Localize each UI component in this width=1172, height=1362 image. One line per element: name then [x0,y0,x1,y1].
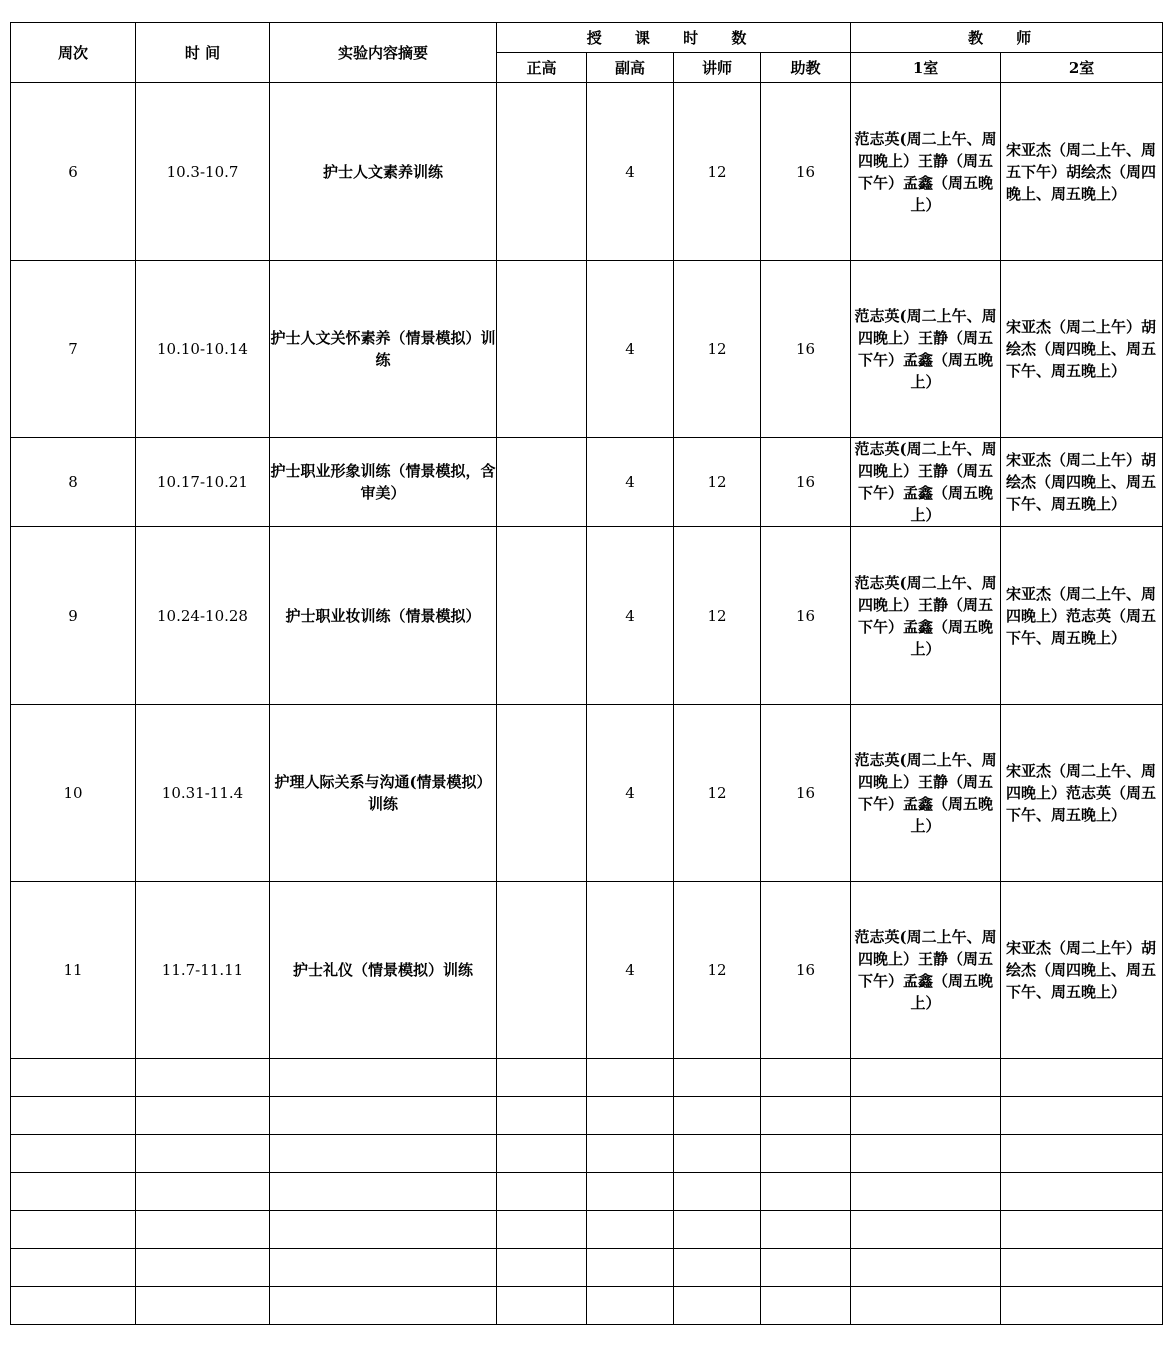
cell-week: 11 [11,882,136,1059]
cell-zhenggao [497,705,587,882]
cell-content: 护士职业妆训练（情景模拟） [270,527,497,705]
cell-fugao: 4 [587,83,674,261]
cell-zhujiao: 16 [761,261,851,438]
cell-time: 10.31-11.4 [136,705,270,882]
cell-zhenggao [497,882,587,1059]
cell-time: 10.10-10.14 [136,261,270,438]
cell-room2: 宋亚杰（周二上午）胡绘杰（周四晚上、周五下午、周五晚上） [1001,882,1163,1059]
header-row-1 [11,23,1163,53]
cell-time: 10.3-10.7 [136,83,270,261]
cell-zhenggao [497,527,587,705]
cell-fugao: 4 [587,438,674,527]
cell-fugao: 4 [587,705,674,882]
table-row [11,261,1163,438]
cell-fugao: 4 [587,882,674,1059]
header-room1: 1室 [851,53,1001,83]
cell-zhenggao [497,438,587,527]
cell-content: 护士礼仪（情景模拟）训练 [270,882,497,1059]
header-jiangshi: 讲师 [674,53,761,83]
cell-content: 护士职业形象训练（情景模拟，含审美） [270,438,497,527]
cell-time: 11.7-11.11 [136,882,270,1059]
cell-room2: 宋亚杰（周二上午）胡绘杰（周四晚上、周五下午、周五晚上） [1001,438,1163,527]
cell-room1: 范志英(周二上午、周四晚上）王静（周五下午）孟鑫（周五晚上） [851,527,1001,705]
header-room2: 2室 [1001,53,1163,83]
cell-room2: 宋亚杰（周二上午、周四晚上）范志英（周五下午、周五晚上） [1001,705,1163,882]
cell-jiangshi: 12 [674,261,761,438]
cell-jiangshi: 12 [674,438,761,527]
cell-room1: 范志英(周二上午、周四晚上）王静（周五下午）孟鑫（周五晚上） [851,438,1001,527]
header-time: 时 间 [136,23,270,83]
cell-zhenggao [497,261,587,438]
schedule-table [10,22,1163,1325]
table-row [11,83,1163,261]
cell-content: 护士人文素养训练 [270,83,497,261]
blank-row [11,1135,1163,1173]
blank-row [11,1173,1163,1211]
cell-room2: 宋亚杰（周二上午、周五下午）胡绘杰（周四晚上、周五晚上） [1001,83,1163,261]
cell-fugao: 4 [587,261,674,438]
header-zhujiao: 助教 [761,53,851,83]
cell-week: 6 [11,83,136,261]
cell-week: 8 [11,438,136,527]
cell-week: 9 [11,527,136,705]
cell-content: 护士人文关怀素养（情景模拟）训练 [270,261,497,438]
cell-room2: 宋亚杰（周二上午、周四晚上）范志英（周五下午、周五晚上） [1001,527,1163,705]
cell-zhujiao: 16 [761,705,851,882]
header-hours-group: 授 课 时 数 [497,23,851,53]
header-zhenggao: 正高 [497,53,587,83]
blank-row [11,1211,1163,1249]
cell-jiangshi: 12 [674,705,761,882]
cell-room1: 范志英(周二上午、周四晚上）王静（周五下午）孟鑫（周五晚上） [851,83,1001,261]
blank-row [11,1249,1163,1287]
blank-row [11,1287,1163,1325]
cell-jiangshi: 12 [674,83,761,261]
cell-content: 护理人际关系与沟通(情景模拟）训练 [270,705,497,882]
cell-room2: 宋亚杰（周二上午）胡绘杰（周四晚上、周五下午、周五晚上） [1001,261,1163,438]
header-content: 实验内容摘要 [270,23,497,83]
cell-time: 10.24-10.28 [136,527,270,705]
cell-fugao: 4 [587,527,674,705]
cell-zhujiao: 16 [761,438,851,527]
cell-zhujiao: 16 [761,527,851,705]
cell-room1: 范志英(周二上午、周四晚上）王静（周五下午）孟鑫（周五晚上） [851,261,1001,438]
cell-zhenggao [497,83,587,261]
cell-jiangshi: 12 [674,882,761,1059]
blank-row [11,1059,1163,1097]
header-fugao: 副高 [587,53,674,83]
header-teacher-group: 教 师 [851,23,1163,53]
blank-row [11,1097,1163,1135]
table-row [11,527,1163,705]
cell-week: 10 [11,705,136,882]
header-week: 周次 [11,23,136,83]
cell-time: 10.17-10.21 [136,438,270,527]
table-row [11,705,1163,882]
cell-week: 7 [11,261,136,438]
cell-zhujiao: 16 [761,83,851,261]
cell-room1: 范志英(周二上午、周四晚上）王静（周五下午）孟鑫（周五晚上） [851,882,1001,1059]
table-row [11,438,1163,527]
cell-zhujiao: 16 [761,882,851,1059]
cell-room1: 范志英(周二上午、周四晚上）王静（周五下午）孟鑫（周五晚上） [851,705,1001,882]
table-row [11,882,1163,1059]
cell-jiangshi: 12 [674,527,761,705]
